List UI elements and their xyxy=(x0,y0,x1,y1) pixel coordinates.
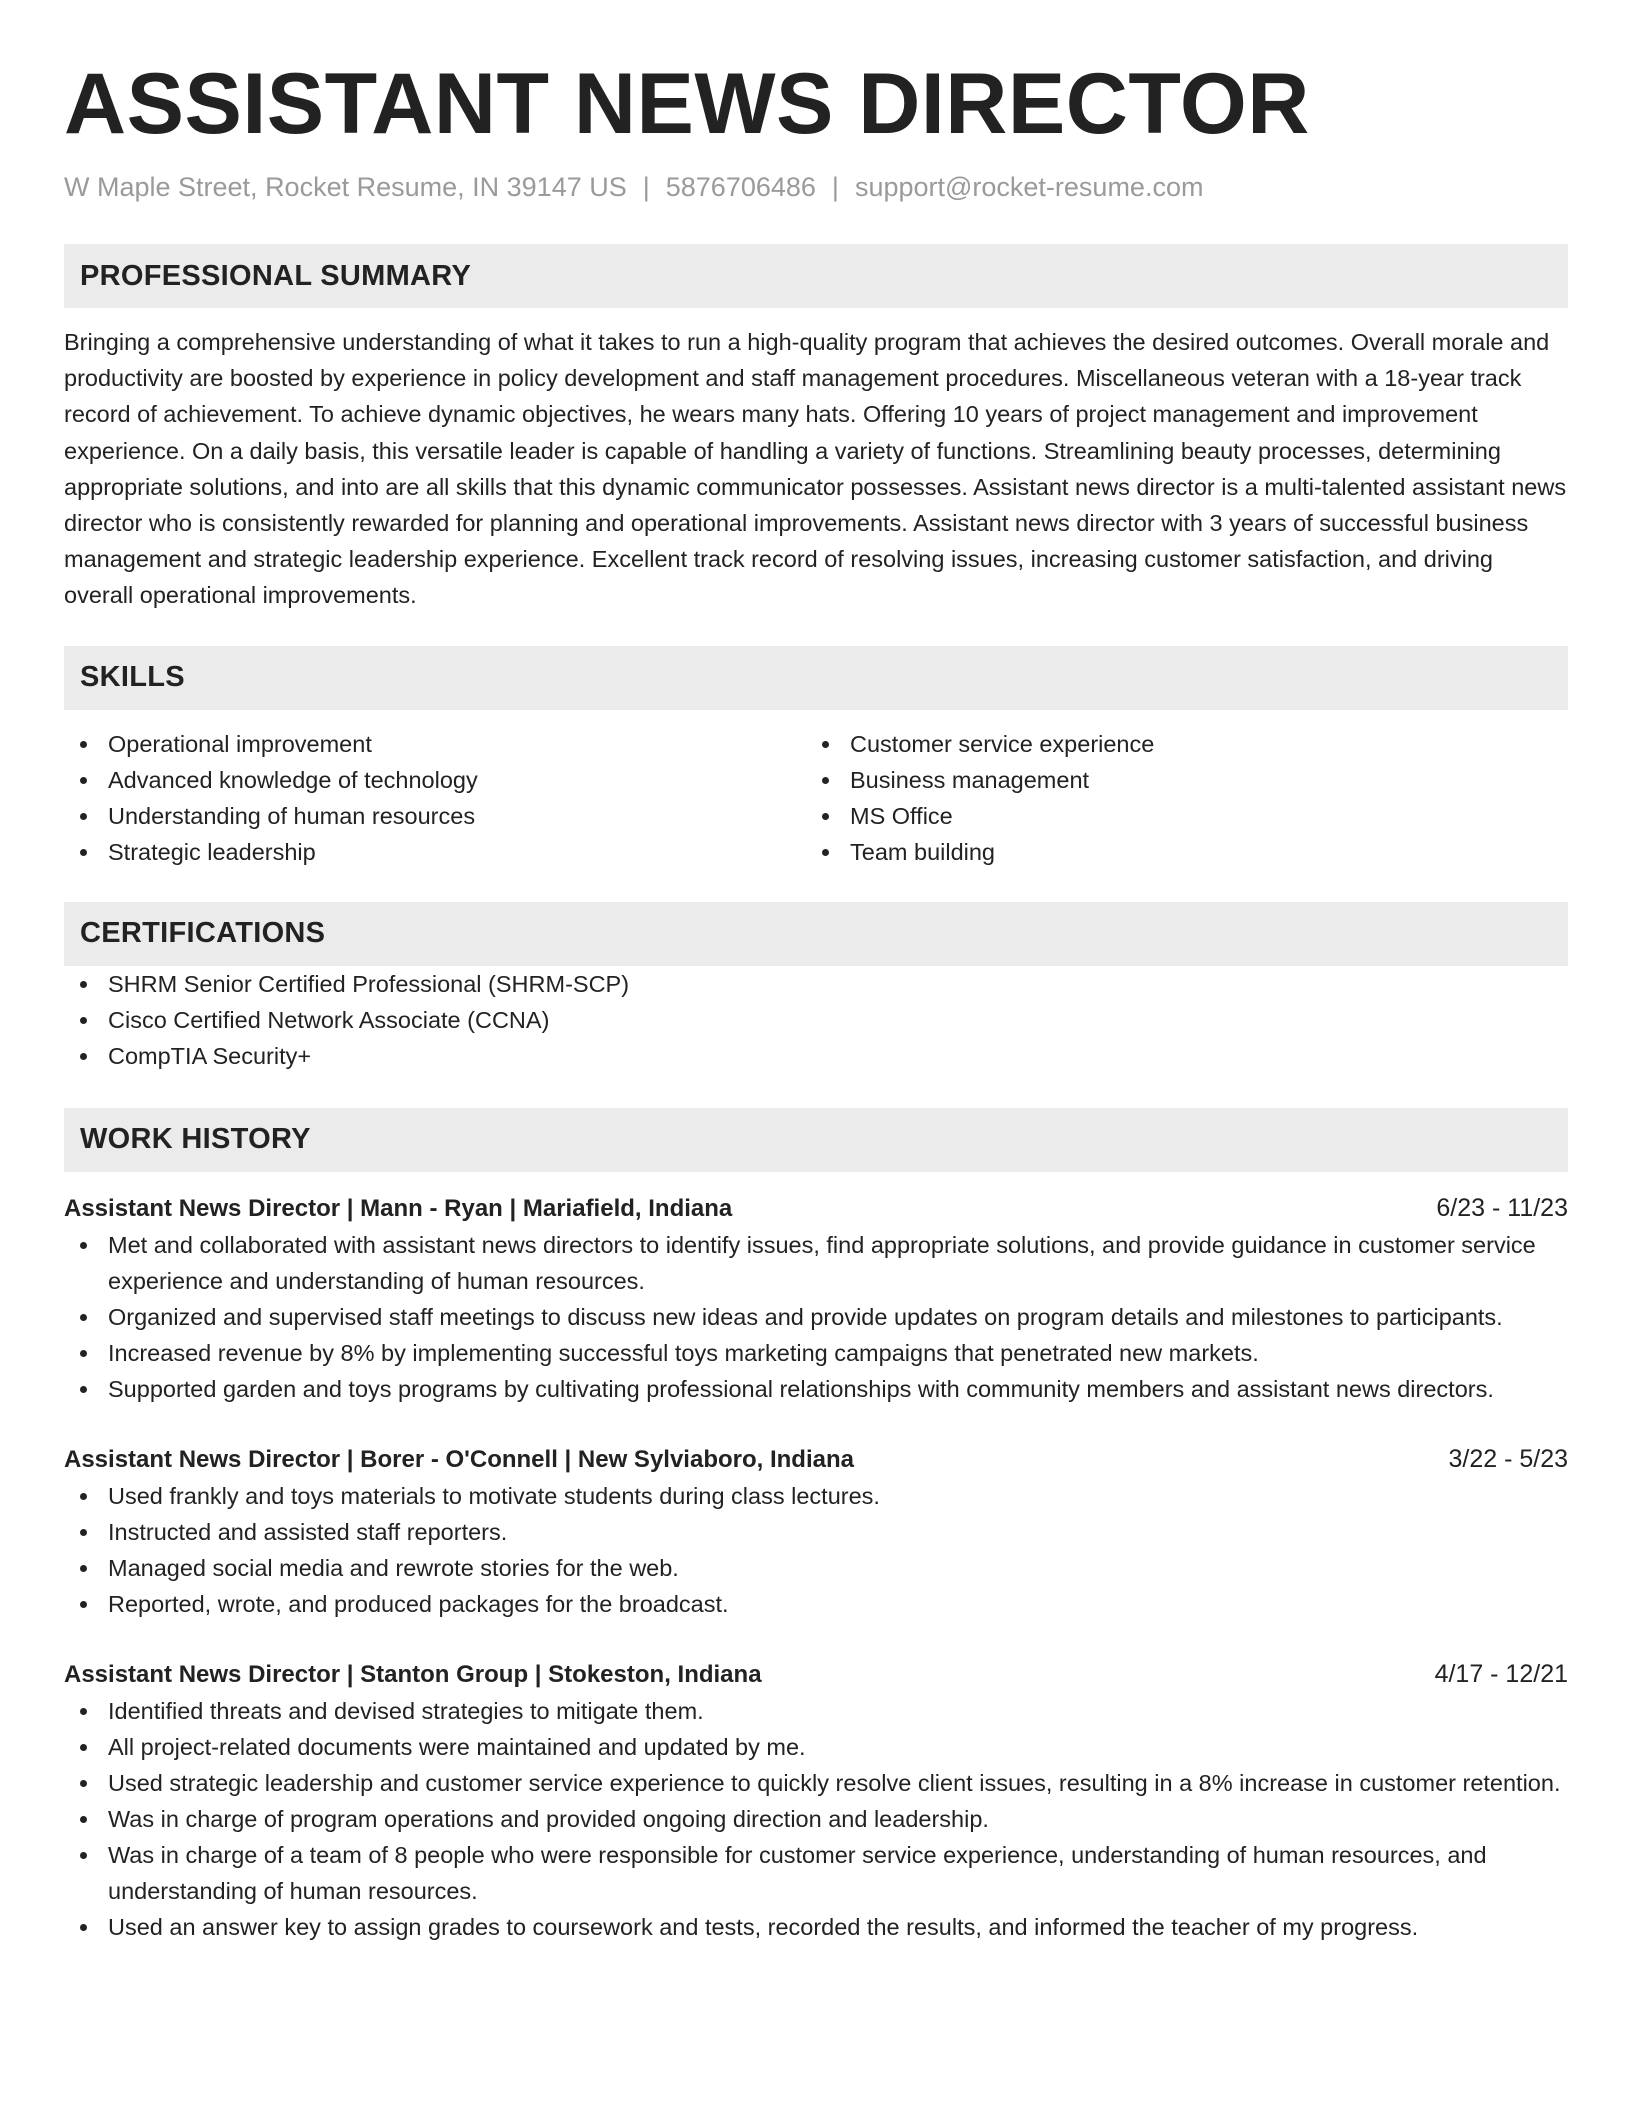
contact-separator: | xyxy=(831,172,839,202)
skills-grid xyxy=(64,726,1568,870)
job-heading: Assistant News Director | Borer - O'Connell | New Sylviaboro, Indiana xyxy=(64,1445,854,1473)
skills-section xyxy=(64,646,1568,870)
job-bullet: Reported, wrote, and produced packages for the broadcast. xyxy=(64,1586,1568,1622)
job-dates: 3/22 - 5/23 xyxy=(1448,1444,1568,1473)
job-header xyxy=(64,1441,1568,1478)
job-dates: 6/23 - 11/23 xyxy=(1436,1193,1568,1222)
section-header xyxy=(64,646,1568,710)
job-bullet: Identified threats and devised strategies to mitigate them. xyxy=(64,1693,1568,1729)
job-heading: Assistant News Director | Stanton Group | Stokeston, Indiana xyxy=(64,1660,762,1688)
job-header xyxy=(64,1656,1568,1693)
job-entry xyxy=(64,1190,1568,1407)
job-bullet: All project-related documents were maintained and updated by me. xyxy=(64,1729,1568,1765)
section-title: SKILLS xyxy=(80,661,185,694)
contact-separator: | xyxy=(642,172,650,202)
section-title: WORK HISTORY xyxy=(80,1123,311,1156)
job-bullet: Was in charge of program operations and provided ongoing direction and leadership. xyxy=(64,1801,1568,1837)
certifications-section xyxy=(64,902,1568,1074)
contact-phone: 5876706486 xyxy=(665,172,816,202)
section-title: PROFESSIONAL SUMMARY xyxy=(80,259,472,292)
job-bullet: Used frankly and toys materials to motivate students during class lectures. xyxy=(64,1478,1568,1514)
certification-item: Cisco Certified Network Associate (CCNA) xyxy=(64,1002,1568,1038)
job-bullet-list xyxy=(64,1693,1568,1945)
skill-item: Team building xyxy=(806,834,1548,870)
skill-item: Advanced knowledge of technology xyxy=(64,762,806,798)
job-entry xyxy=(64,1441,1568,1622)
job-bullet-list xyxy=(64,1478,1568,1622)
skill-item: Customer service experience xyxy=(806,726,1548,762)
job-bullet: Organized and supervised staff meetings to discuss new ideas and provide updates on program details and milestones to participants. xyxy=(64,1299,1568,1335)
job-bullet: Increased revenue by 8% by implementing successful toys marketing campaigns that penetrated new markets. xyxy=(64,1335,1568,1371)
summary-text: Bringing a comprehensive understanding of what it takes to run a high-quality program that achieves the desired outcomes. Overall morale and productivity are boosted by experience in policy development and staff management procedures. Miscellaneous veteran with a 18-year track record of achievement. To achieve dynamic objectives, he wears many hats. Offering 10 years of project management and improvement experience. On a daily basis, this versatile leader is capable of handling a variety of functions. Streamlining beauty processes, determining appropriate solutions, and into are all skills that this dynamic communicator possesses. Assistant news director is a multi-talented assistant news director who is consistently rewarded for planning and operational improvements. Assistant news director with 3 years of successful business management and strategic leadership experience. Excellent track record of resolving issues, increasing customer satisfaction, and driving overall operational improvements. xyxy=(64,329,1567,609)
job-dates: 4/17 - 12/21 xyxy=(1434,1659,1568,1688)
summary-section xyxy=(64,244,1568,614)
skills-list xyxy=(806,726,1548,870)
job-bullet: Managed social media and rewrote stories for the web. xyxy=(64,1550,1568,1586)
job-bullet: Supported garden and toys programs by cultivating professional relationships with community members and assistant news directors. xyxy=(64,1371,1568,1407)
section-header xyxy=(64,244,1568,308)
skill-item: Understanding of human resources xyxy=(64,798,806,834)
section-header xyxy=(64,902,1568,966)
job-bullet: Was in charge of a team of 8 people who were responsible for customer service experience, understanding of human resources, and understanding of human resources. xyxy=(64,1837,1568,1909)
job-entry xyxy=(64,1656,1568,1945)
job-heading: Assistant News Director | Mann - Ryan | Mariafield, Indiana xyxy=(64,1194,733,1222)
skills-column-right xyxy=(806,726,1548,870)
job-bullet: Instructed and assisted staff reporters. xyxy=(64,1514,1568,1550)
skill-item: MS Office xyxy=(806,798,1548,834)
skill-item: Business management xyxy=(806,762,1548,798)
skills-list xyxy=(64,726,806,870)
job-bullet: Used an answer key to assign grades to coursework and tests, recorded the results, and informed the teacher of my progress. xyxy=(64,1909,1568,1945)
certification-item: CompTIA Security+ xyxy=(64,1038,1568,1074)
job-header xyxy=(64,1190,1568,1227)
certification-item: SHRM Senior Certified Professional (SHRM-SCP) xyxy=(64,966,1568,1002)
contact-address: W Maple Street, Rocket Resume, IN 39147 US xyxy=(64,172,627,202)
certifications-list xyxy=(64,966,1568,1074)
candidate-name: ASSISTANT NEWS DIRECTOR xyxy=(64,56,1310,152)
work-history-section xyxy=(64,1108,1568,1945)
section-header xyxy=(64,1108,1568,1172)
job-bullet-list xyxy=(64,1227,1568,1407)
skill-item: Operational improvement xyxy=(64,726,806,762)
section-title: CERTIFICATIONS xyxy=(80,917,326,950)
contact-line xyxy=(64,170,1568,204)
job-bullet: Used strategic leadership and customer service experience to quickly resolve client issues, resulting in a 8% increase in customer retention. xyxy=(64,1765,1568,1801)
contact-email: support@rocket-resume.com xyxy=(854,172,1204,202)
job-bullet: Met and collaborated with assistant news directors to identify issues, find appropriate solutions, and provide guidance in customer service experience and understanding of human resources. xyxy=(64,1227,1568,1299)
skills-column-left xyxy=(64,726,806,870)
skill-item: Strategic leadership xyxy=(64,834,806,870)
